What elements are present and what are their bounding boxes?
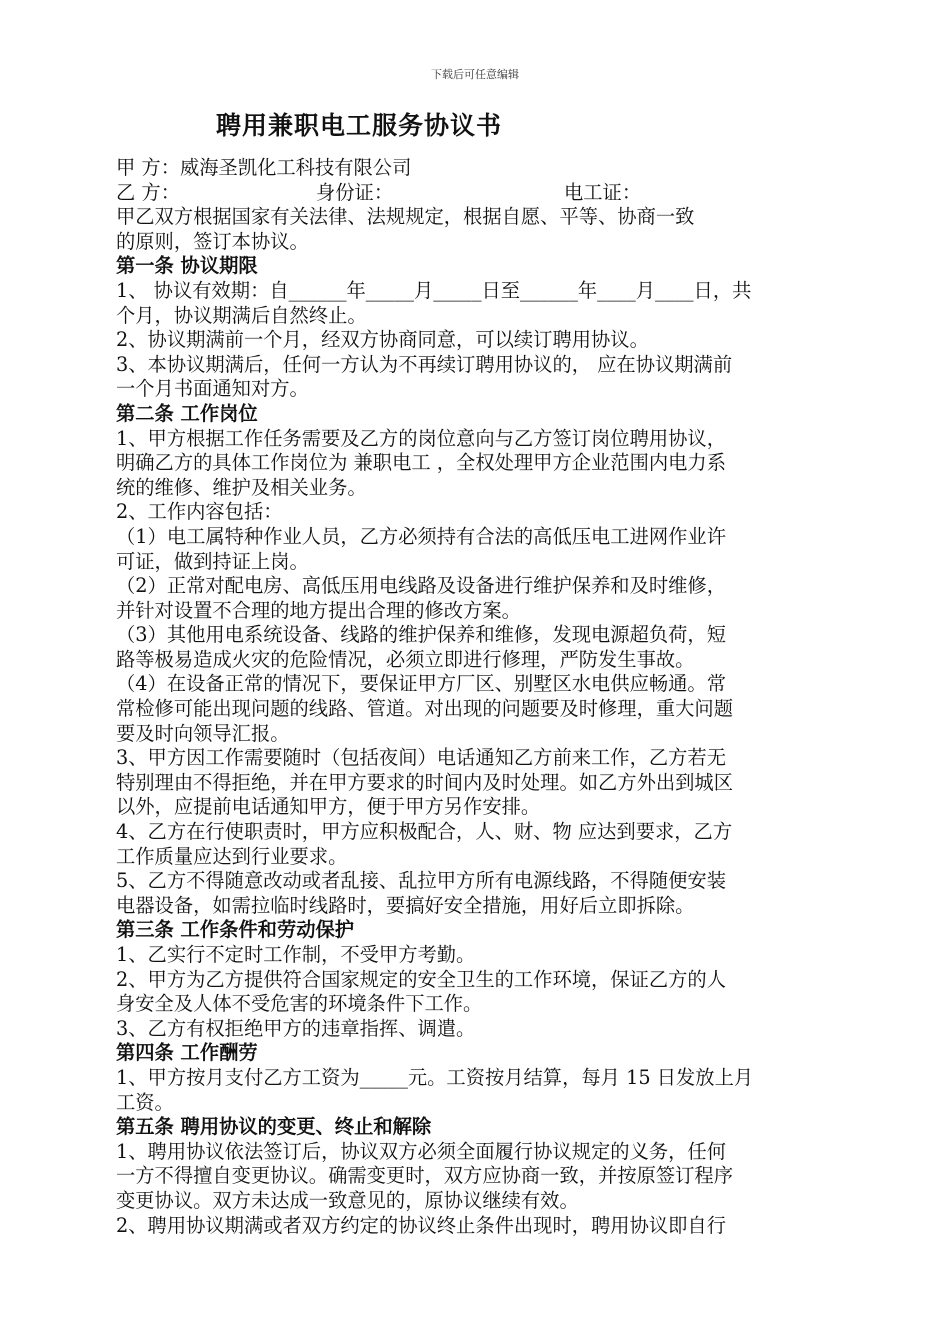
text-line: 以外，应提前电话通知甲方，便于甲方另作安排。	[116, 795, 541, 819]
section-heading: 第三条 工作条件和劳动保护	[116, 918, 355, 942]
text-line: 一方不得擅自变更协议。确需变更时，双方应协商一致，并按原签订程序	[116, 1164, 733, 1188]
clause-lines	[116, 205, 840, 1238]
text-line: 个月，协议期满后自然终止。	[116, 303, 367, 327]
text-line: 2、甲方为乙方提供符合国家规定的安全卫生的工作环境，保证乙方的人	[116, 967, 726, 991]
text-line: 2、工作内容包括：	[116, 500, 283, 524]
text-line: 5、乙方不得随意改动或者乱接、乱拉甲方所有电源线路，不得随便安装	[116, 869, 726, 893]
document-body	[116, 156, 840, 1238]
text-line: 2、协议期满前一个月，经双方协商同意，可以续订聘用协议。	[116, 328, 649, 352]
text-line: 甲乙双方根据国家有关法律、法规规定，根据自愿、平等、协商一致	[116, 205, 695, 229]
text-line: （2）正常对配电房、高低压用电线路及设备进行维护保养和及时维修，	[116, 574, 726, 598]
text-line: 工资。	[116, 1090, 174, 1114]
text-line: 要及时向领导汇报。	[116, 721, 290, 745]
text-line: 1、 协议有效期：自______年_____月_____日至______年____月____日，共	[116, 278, 752, 302]
text-line: 3、本协议期满后，任何一方认为不再续订聘用协议的， 应在协议期满前	[116, 352, 733, 376]
electrician-cert-label: 电工证：	[564, 180, 642, 204]
text-line: 的原则，签订本协议。	[116, 229, 309, 253]
text-line: 可证，做到持证上岗。	[116, 549, 309, 573]
text-line: 明确乙方的具体工作岗位为 兼职电工 ，全权处理甲方企业范围内电力系	[116, 451, 726, 475]
section-heading: 第二条 工作岗位	[116, 401, 258, 425]
section-heading: 第五条 聘用协议的变更、终止和解除	[116, 1115, 432, 1139]
text-line: 一个月书面通知对方。	[116, 377, 309, 401]
text-line: 变更协议。双方未达成一致意见的，原协议继续有效。	[116, 1188, 579, 1212]
text-line: （3）其他用电系统设备、线路的维护保养和维修，发现电源超负荷，短	[116, 623, 726, 647]
section-heading: 第四条 工作酬劳	[116, 1041, 258, 1065]
text-line: 1、乙实行不定时工作制，不受甲方考勤。	[116, 943, 476, 966]
text-line: 并针对设置不合理的地方提出合理的修改方案。	[116, 598, 521, 622]
text-line: 路等极易造成火灾的危险情况，必须立即进行修理，严防发生事故。	[116, 647, 695, 671]
party-b-label: 乙 方：	[116, 180, 180, 204]
party-a-line: 甲 方：威海圣凯化工科技有限公司	[116, 156, 412, 179]
text-line: 特别理由不得拒绝，并在甲方要求的时间内及时处理。如乙方外出到城区	[116, 770, 733, 794]
text-line: 身安全及人体不受危害的环境条件下工作。	[116, 992, 483, 1016]
text-line: （4）在设备正常的情况下，要保证甲方厂区、别墅区水电供应畅通。常	[116, 672, 726, 696]
text-line: 1、甲方根据工作任务需要及乙方的岗位意向与乙方签订岗位聘用协议，	[116, 426, 726, 450]
text-line: （1）电工属特种作业人员，乙方必须持有合法的高低压电工进网作业许	[116, 524, 726, 548]
header-note: 下载后可任意编辑	[431, 68, 519, 81]
text-line: 电器设备，如需拉临时线路时，要搞好安全措施，用好后立即拆除。	[116, 893, 695, 917]
text-line: 工作质量应达到行业要求。	[116, 844, 348, 868]
text-line: 常检修可能出现问题的线路、管道。对出现的问题要及时修理，重大问题	[116, 697, 733, 721]
text-line: 4、乙方在行使职责时，甲方应积极配合，人、财、物 应达到要求，乙方	[116, 820, 733, 844]
text-line: 1、聘用协议依法签订后，协议双方必须全面履行协议规定的义务，任何	[116, 1139, 726, 1163]
text-line: 1、甲方按月支付乙方工资为_____元。工资按月结算，每月 15 日发放上月	[116, 1065, 754, 1089]
text-line: 3、甲方因工作需要随时（包括夜间）电话通知乙方前来工作，乙方若无	[116, 746, 726, 770]
document-title: 聘用兼职电工服务协议书	[216, 111, 503, 140]
party-b-line	[116, 181, 840, 206]
section-heading: 第一条 协议期限	[116, 254, 258, 278]
id-card-label: 身份证：	[316, 180, 394, 204]
text-line: 3、乙方有权拒绝甲方的违章指挥、调遣。	[116, 1016, 476, 1040]
text-line: 2、聘用协议期满或者双方约定的协议终止条件出现时，聘用协议即自行	[116, 1213, 726, 1237]
text-line: 统的维修、维护及相关业务。	[116, 475, 367, 499]
